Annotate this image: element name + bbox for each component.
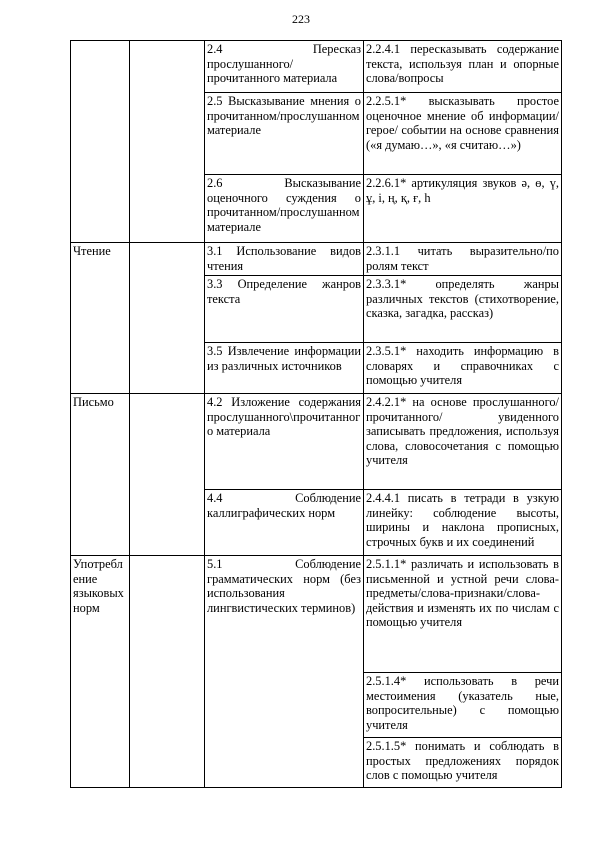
empty-cell bbox=[71, 41, 130, 243]
objective-cell: 2.5.1.4* использовать в речи местоимения (указатель ные, вопросительные) с помощью учителя bbox=[364, 673, 562, 738]
objective-cell: 2.2.6.1* артикуляция звуков ә, ө, ү, ұ, і, ң, қ, ғ, һ bbox=[364, 175, 562, 243]
skill-cell: 4.4 Соблюдение каллиграфических норм bbox=[205, 490, 364, 556]
objective-cell: 2.3.5.1* находить информацию в словарях и справочниках с помощью учителя bbox=[364, 343, 562, 394]
objective-cell: 2.2.5.1* высказывать простое оценочное мнение об информации/герое/ событии на основе сравнения («я думаю…», «я считаю…») bbox=[364, 93, 562, 175]
table-row bbox=[71, 556, 562, 673]
empty-cell bbox=[130, 41, 205, 243]
table-row bbox=[71, 41, 562, 93]
section-cell: Чтение bbox=[71, 243, 130, 394]
objective-cell: 2.3.3.1* определять жанры различных текстов (стихотворение, сказка, загадка, рассказ) bbox=[364, 276, 562, 343]
objective-cell: 2.4.2.1* на основе прослушанного/ прочитанного/ увиденного записывать предложения, используя слова, словосочетания с помощью учителя bbox=[364, 394, 562, 490]
objective-cell: 2.4.4.1 писать в тетради в узкую линейку: соблюдение высоты, ширины и наклона прописных, строчных букв и их соединений bbox=[364, 490, 562, 556]
skill-cell: 5.1 Соблюдение грамматических норм (без использования лингвистических терминов) bbox=[205, 556, 364, 788]
skill-cell: 2.5 Высказывание мнения о прочитанном/прослушанном материале bbox=[205, 93, 364, 175]
skill-cell: 3.1 Использование видов чтения bbox=[205, 243, 364, 276]
table-row bbox=[71, 394, 562, 490]
objective-cell: 2.3.1.1 читать выразительно/по ролям текст bbox=[364, 243, 562, 276]
skill-cell: 4.2 Изложение содержания прослушанного\прочитанного материала bbox=[205, 394, 364, 490]
skill-cell: 3.5 Извлечение информации из различных источников bbox=[205, 343, 364, 394]
curriculum-table bbox=[70, 40, 562, 788]
objective-cell: 2.5.1.1* различать и использовать в письменной и устной речи слова-предметы/слова-признаки/слова-действия и изменять их по числам с помощью учителя bbox=[364, 556, 562, 673]
objective-cell: 2.2.4.1 пересказывать содержание текста, используя план и опорные слова/вопросы bbox=[364, 41, 562, 93]
skill-cell: 3.3 Определение жанров текста bbox=[205, 276, 364, 343]
empty-cell bbox=[130, 243, 205, 394]
page-number: 223 bbox=[292, 12, 310, 26]
section-cell: Письмо bbox=[71, 394, 130, 556]
skill-cell: 2.4 Пересказ прослушанного/прочитанного материала bbox=[205, 41, 364, 93]
table-row bbox=[71, 243, 562, 276]
objective-cell: 2.5.1.5* понимать и соблюдать в простых предложениях порядок слов с помощью учителя bbox=[364, 738, 562, 788]
section-cell: Употребление языковых норм bbox=[71, 556, 130, 788]
empty-cell bbox=[130, 556, 205, 788]
skill-cell: 2.6 Высказывание оценочного суждения о прочитанном/прослушанном материале bbox=[205, 175, 364, 243]
empty-cell bbox=[130, 394, 205, 556]
